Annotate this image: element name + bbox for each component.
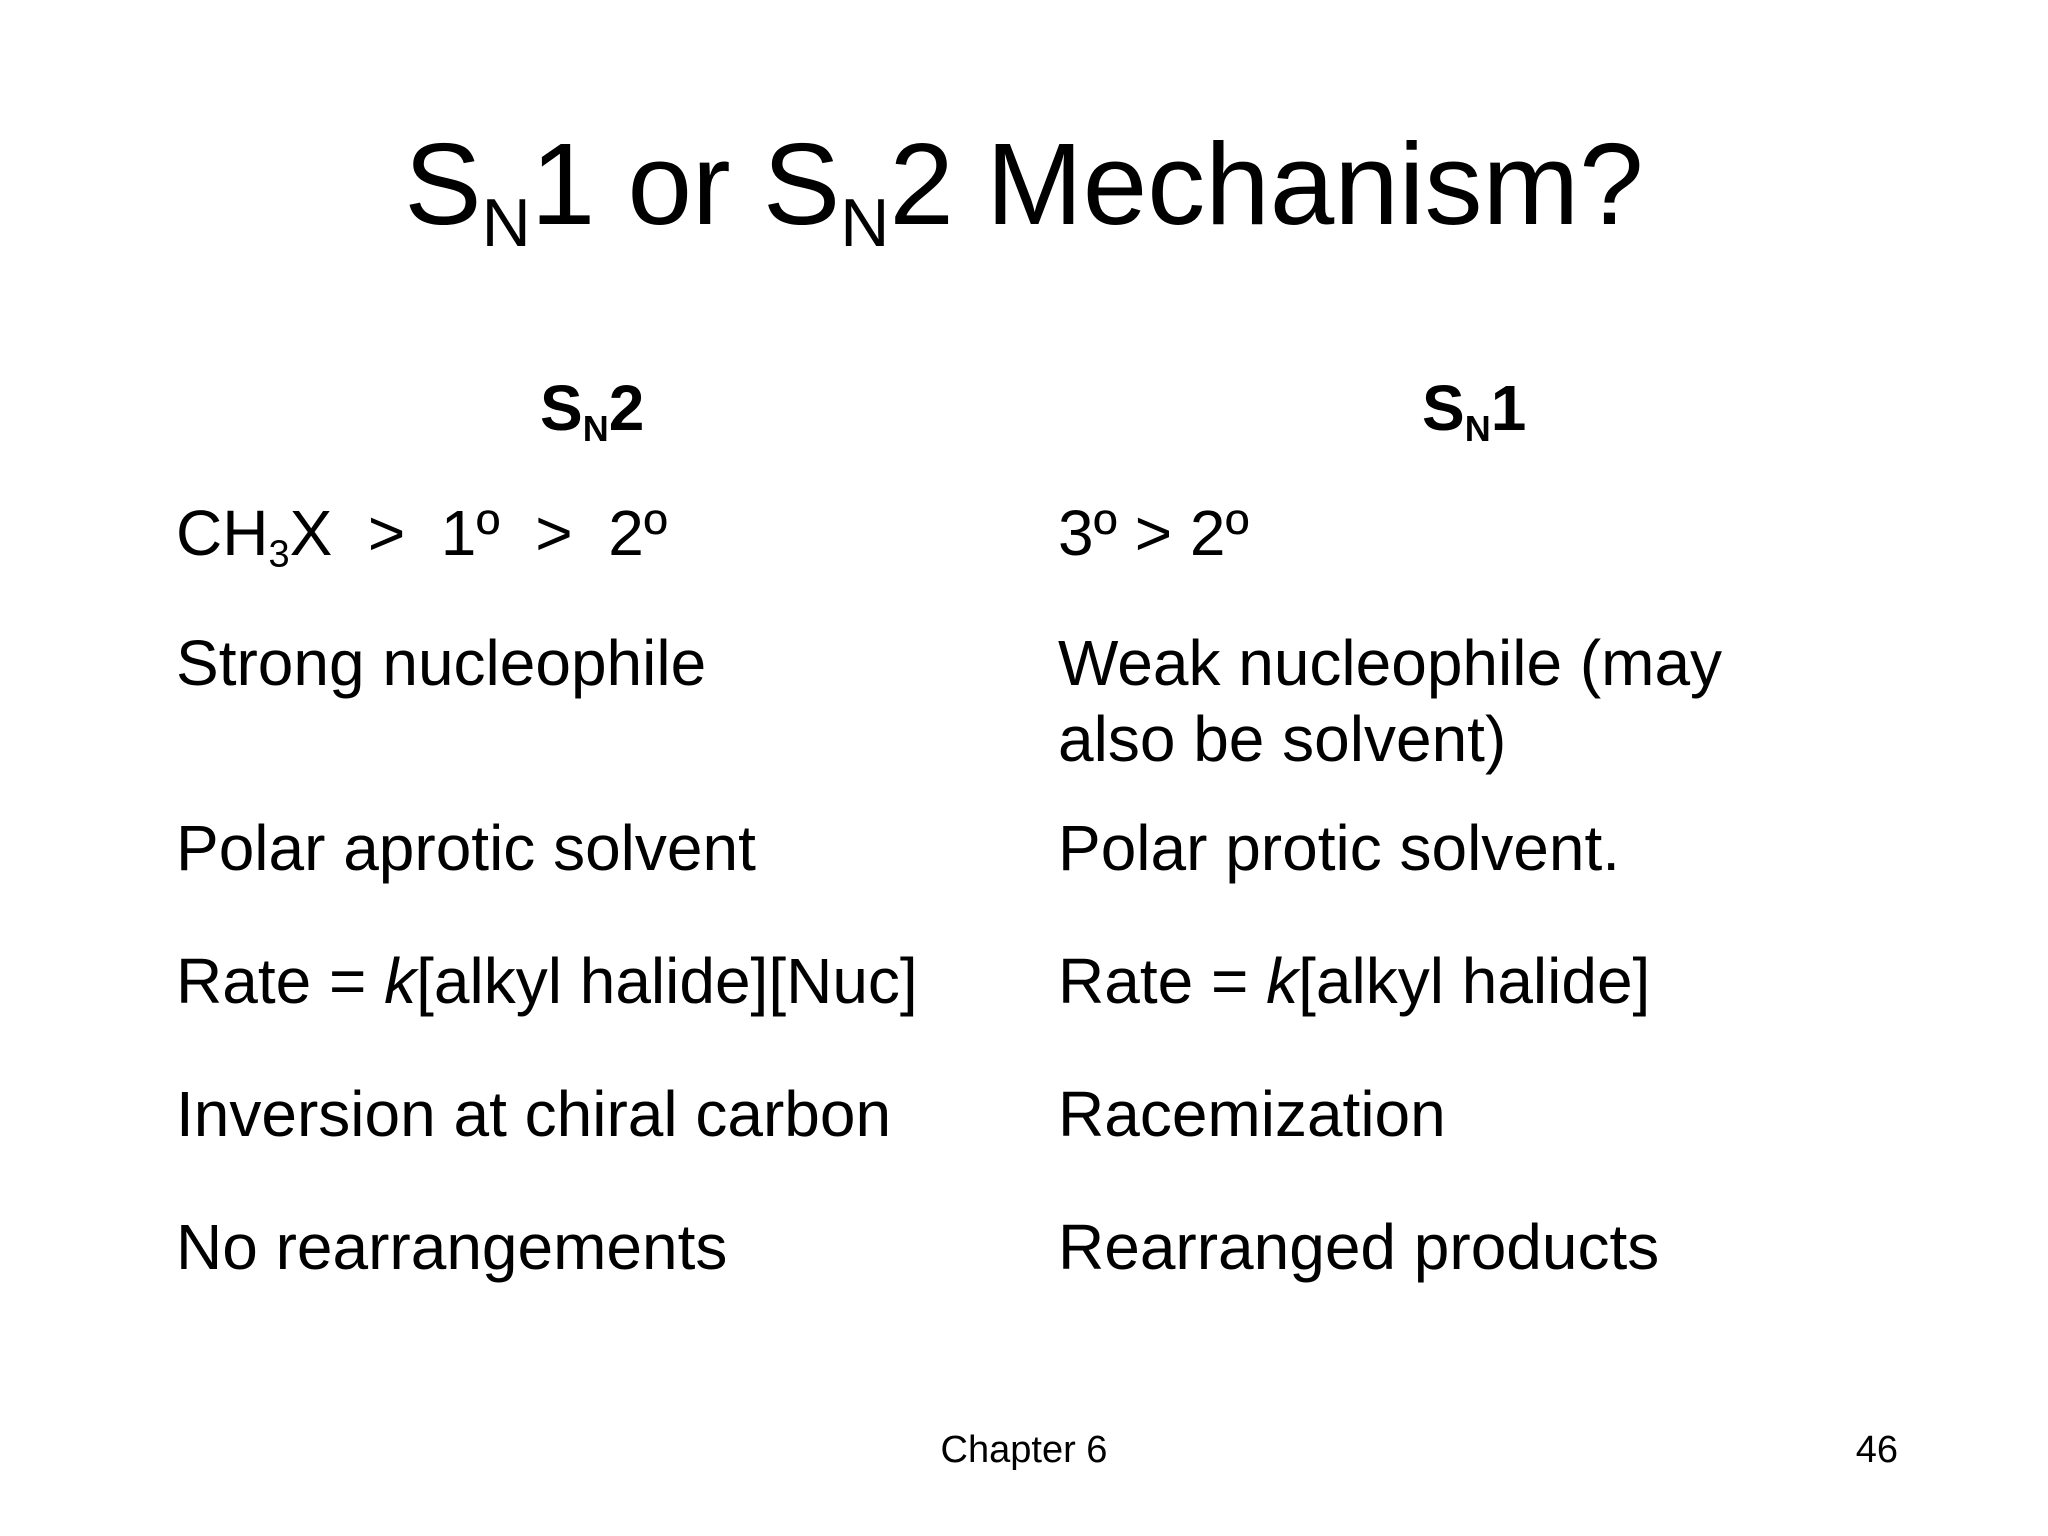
sn2-rearrangement: No rearrangements [176, 1211, 728, 1283]
sn1-rearrangement: Rearranged products [1058, 1211, 1660, 1283]
sn1-nucleophile-line1: Weak nucleophile (may [1058, 627, 1723, 699]
slide-title: $S_N1$ or $S_N2$ Mechanism? [404, 119, 1644, 261]
sn2-substrate: $CH_3X$ > 1º > 2º [176, 497, 668, 576]
sn1-nucleophile-line2: also be solvent) [1058, 703, 1507, 775]
footer-chapter: Chapter 6 [940, 1429, 1108, 1471]
sn1-stereochemistry: Racemization [1058, 1078, 1446, 1150]
column-header-sn1: $S_N1$ [1422, 372, 1527, 449]
sn2-nucleophile: Strong nucleophile [176, 627, 707, 699]
sn2-stereochemistry: Inversion at chiral carbon [176, 1078, 892, 1150]
page-number: 46 [1855, 1429, 1898, 1471]
column-header-sn2: $S_N2$ [540, 372, 645, 449]
sn1-substrate: 3º > 2º [1058, 497, 1249, 569]
sn1-solvent: Polar protic solvent. [1058, 812, 1621, 884]
sn2-solvent: Polar aprotic solvent [176, 812, 756, 884]
sn1-rate-law: Rate = k[alkyl halide] [1058, 945, 1651, 1017]
sn2-rate-law: Rate = k[alkyl halide][Nuc] [176, 945, 918, 1017]
